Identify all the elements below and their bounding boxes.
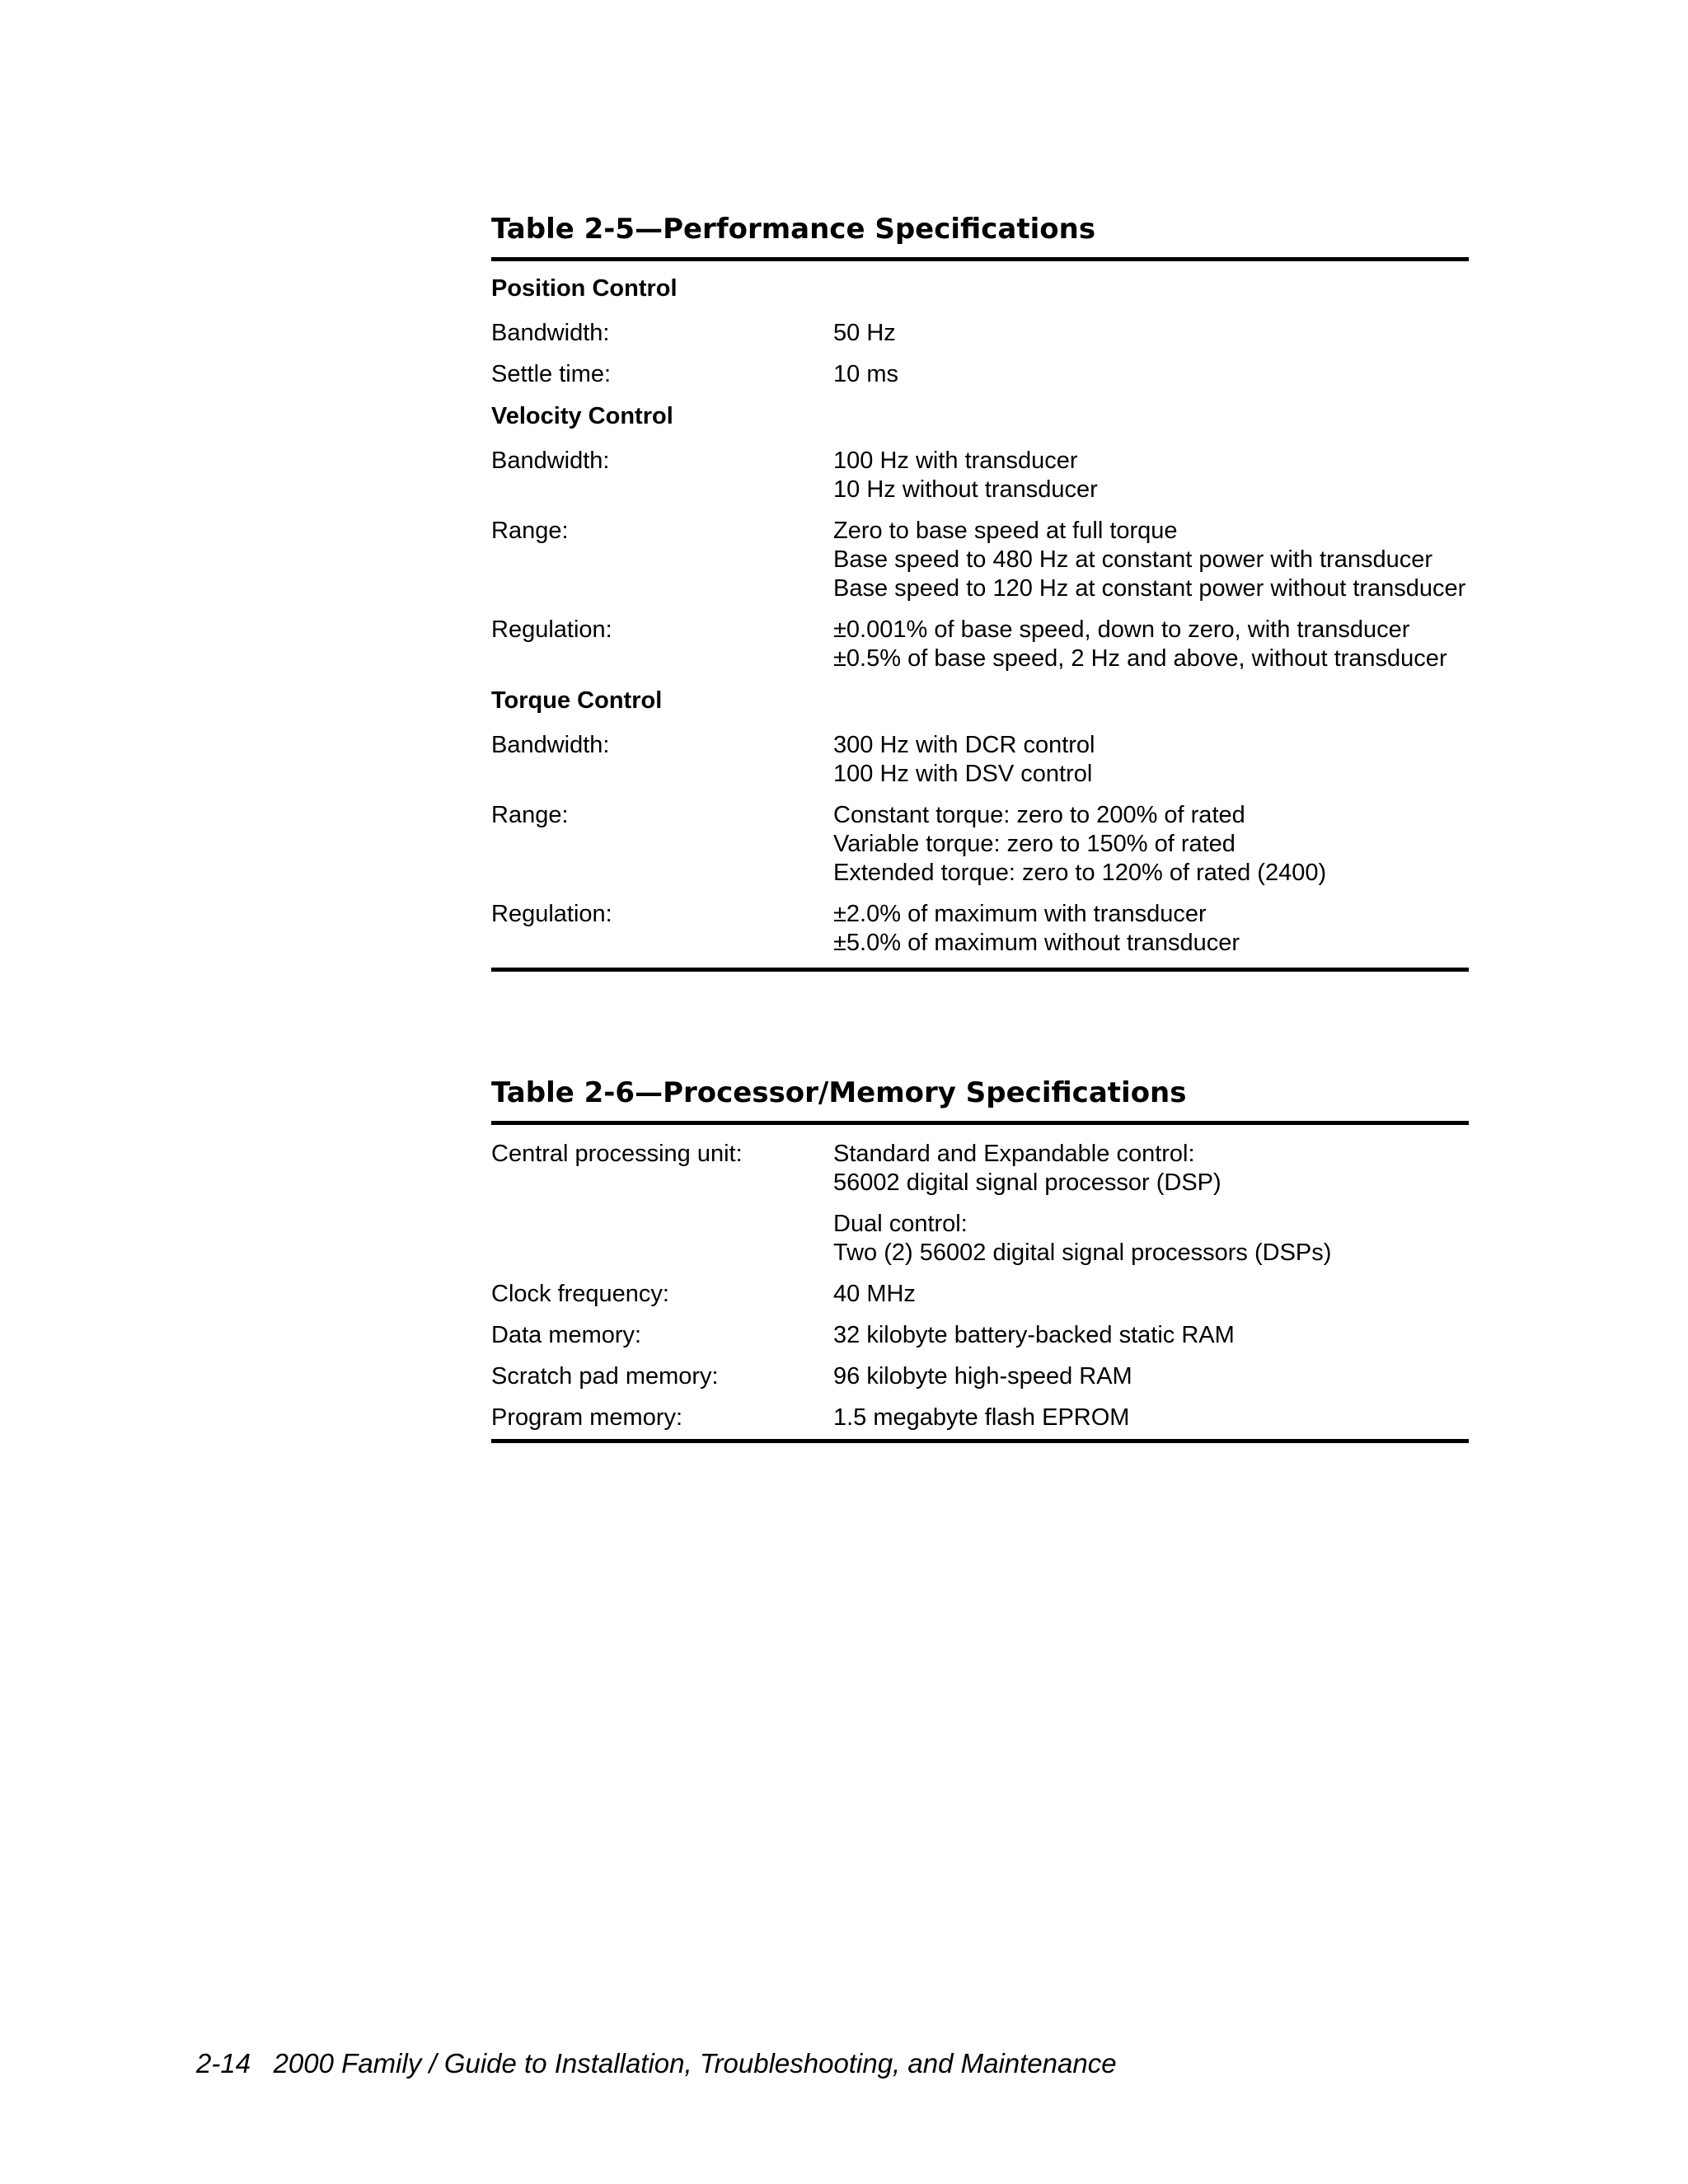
table-title: Table 2-5—Performance Specifications	[491, 213, 1469, 261]
spec-value: ±0.5% of base speed, 2 Hz and above, without transducer	[833, 645, 1447, 672]
spec-row	[491, 789, 1469, 888]
spec-row	[491, 1391, 1469, 1432]
spec-value: 10 Hz without transducer	[833, 476, 1098, 503]
spec-value: ±2.0% of maximum with transducer	[833, 901, 1207, 927]
spec-value: Dual control:	[833, 1211, 968, 1237]
spec-values	[833, 900, 1469, 958]
spec-label: Settle time:	[491, 361, 612, 387]
spec-row	[491, 307, 1469, 348]
spec-values	[833, 1404, 1469, 1432]
performance-specifications-table	[491, 213, 1469, 972]
spec-value: Standard and Expandable control:	[833, 1141, 1195, 1167]
spec-values	[833, 1140, 1469, 1197]
spec-value: 10 ms	[833, 361, 898, 387]
spec-values	[833, 319, 1469, 348]
spec-label: Bandwidth:	[491, 448, 610, 474]
spec-row	[491, 1309, 1469, 1350]
spec-values	[833, 1280, 1469, 1309]
spec-values	[833, 616, 1469, 673]
spec-value: 40 MHz	[833, 1281, 916, 1307]
section-heading-velocity-control: Velocity Control	[491, 403, 673, 429]
spec-value: 50 Hz	[833, 320, 896, 346]
document-title: 2000 Family / Guide to Installation, Troubleshooting, and Maintenance	[273, 2048, 1117, 2079]
spec-row	[491, 504, 1469, 603]
spec-value: 1.5 megabyte flash EPROM	[833, 1404, 1130, 1431]
spec-values	[833, 1362, 1469, 1391]
spec-value: Constant torque: zero to 200% of rated	[833, 802, 1245, 828]
spec-label: Program memory:	[491, 1404, 683, 1431]
spec-label: Bandwidth:	[491, 732, 610, 758]
spec-value: 32 kilobyte battery-backed static RAM	[833, 1322, 1235, 1348]
spec-value: Variable torque: zero to 150% of rated	[833, 831, 1236, 857]
spec-value: 96 kilobyte high-speed RAM	[833, 1363, 1132, 1390]
spec-value: Base speed to 480 Hz at constant power with transducer	[833, 546, 1433, 573]
spec-values	[833, 731, 1469, 789]
spec-values	[833, 447, 1469, 504]
spec-row	[491, 888, 1469, 958]
spec-label: Data memory:	[491, 1322, 642, 1348]
spec-row	[491, 1268, 1469, 1309]
spec-label: Scratch pad memory:	[491, 1363, 719, 1390]
table-body	[491, 261, 1469, 972]
spec-values	[833, 517, 1469, 603]
spec-value: Zero to base speed at full torque	[833, 518, 1178, 544]
spec-value: 300 Hz with DCR control	[833, 732, 1095, 758]
spec-value: Base speed to 120 Hz at constant power without transducer	[833, 575, 1466, 602]
page-footer	[196, 2047, 1117, 2080]
spec-value: 100 Hz with transducer	[833, 448, 1078, 474]
spec-label: Clock frequency:	[491, 1281, 669, 1307]
spec-value: ±5.0% of maximum without transducer	[833, 930, 1240, 956]
spec-values	[833, 801, 1469, 888]
section-heading-position-control: Position Control	[491, 275, 678, 302]
spec-values	[833, 1321, 1469, 1350]
spec-label: Regulation:	[491, 616, 612, 643]
table-body	[491, 1125, 1469, 1443]
section-heading-torque-control: Torque Control	[491, 687, 663, 714]
spec-label: Regulation:	[491, 901, 612, 927]
spec-value: 100 Hz with DSV control	[833, 761, 1093, 787]
table-title: Table 2-6—Processor/Memory Specifications	[491, 1076, 1469, 1125]
spec-row	[491, 434, 1469, 504]
spec-label	[491, 1210, 833, 1268]
page-number: 2-14	[196, 2048, 251, 2079]
spec-values	[833, 1210, 1469, 1268]
spec-value: ±0.001% of base speed, down to zero, with transducer	[833, 616, 1410, 643]
spec-row	[491, 348, 1469, 389]
spec-row	[491, 603, 1469, 673]
spec-value: Two (2) 56002 digital signal processors (DSPs)	[833, 1240, 1332, 1266]
spec-label: Range:	[491, 518, 569, 544]
spec-value: Extended torque: zero to 120% of rated (2400)	[833, 860, 1327, 886]
spec-label: Central processing unit:	[491, 1141, 743, 1167]
spec-row	[491, 1350, 1469, 1391]
spec-label: Range:	[491, 802, 569, 828]
spec-row	[491, 1197, 1469, 1268]
spec-row	[491, 719, 1469, 789]
spec-values	[833, 360, 1469, 389]
spec-value: 56002 digital signal processor (DSP)	[833, 1169, 1221, 1196]
spec-row	[491, 1125, 1469, 1197]
spec-label: Bandwidth:	[491, 320, 610, 346]
processor-memory-specifications-table	[491, 1076, 1469, 1443]
